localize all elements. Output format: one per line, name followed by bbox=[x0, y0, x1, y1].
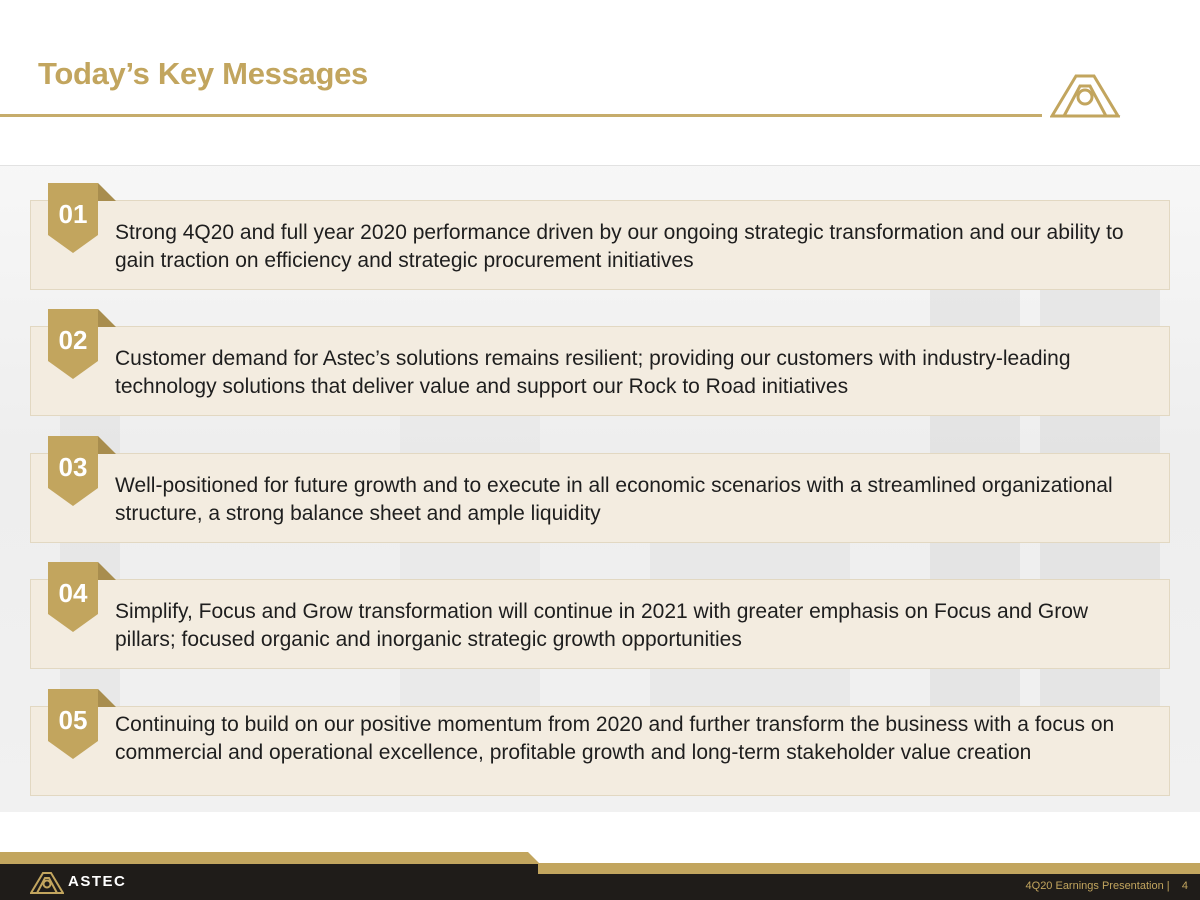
footer-page-number: 4 bbox=[1181, 880, 1188, 892]
message-card-5 bbox=[30, 706, 1170, 796]
message-badge-5 bbox=[48, 689, 98, 761]
footer-logo-icon bbox=[30, 872, 64, 894]
message-card-3 bbox=[30, 453, 1170, 543]
message-card-2 bbox=[30, 326, 1170, 416]
message-number-2: 02 bbox=[58, 325, 88, 355]
footer-brand: ASTEC bbox=[68, 873, 127, 890]
page-title: Today’s Key Messages bbox=[38, 56, 368, 91]
message-number-5: 05 bbox=[58, 705, 88, 735]
message-number-3: 03 bbox=[58, 452, 88, 482]
message-text-4: Simplify, Focus and Grow transformation will continue in 2021 with greater emphasis on Focus and Grow pillars; focused organic and inorganic strategic growth opportunities bbox=[115, 600, 1089, 651]
message-number-1: 01 bbox=[58, 199, 88, 229]
message-badge-4 bbox=[48, 562, 98, 634]
logo-trademark-dot: . bbox=[1119, 112, 1121, 118]
message-text-3: Well-positioned for future growth and to execute in all economic scenarios with a streamlined organizational structure, a strong balance sheet and ample liquidity bbox=[115, 474, 1113, 525]
message-text-2: Customer demand for Astec’s solutions remains resilient; providing our customers with industry-leading technology solutions that deliver value and support our Rock to Road initiatives bbox=[115, 347, 1071, 398]
footer-page-info bbox=[1026, 880, 1188, 892]
footer-gold-stripe-left bbox=[0, 852, 540, 864]
message-badge-1 bbox=[48, 183, 98, 255]
message-text-1: Strong 4Q20 and full year 2020 performance driven by our ongoing strategic transformation and our ability to gain traction on efficiency and strategic procurement initiatives bbox=[115, 221, 1124, 272]
message-number-4: 04 bbox=[58, 578, 88, 608]
message-card-1 bbox=[30, 200, 1170, 290]
message-badge-2 bbox=[48, 309, 98, 381]
footer bbox=[0, 852, 1200, 900]
footer-gold-stripe-right bbox=[538, 863, 1200, 874]
message-card-4 bbox=[30, 579, 1170, 669]
title-rule bbox=[0, 114, 1042, 117]
astec-logo-icon bbox=[1050, 74, 1120, 118]
footer-presentation-title: 4Q20 Earnings Presentation | bbox=[1025, 880, 1170, 892]
message-text-5: Continuing to build on our positive momentum from 2020 and further transform the business with a focus on commercial and operational excellence, profitable growth and long-term stakeholder value creation bbox=[115, 713, 1115, 764]
message-badge-3 bbox=[48, 436, 98, 508]
